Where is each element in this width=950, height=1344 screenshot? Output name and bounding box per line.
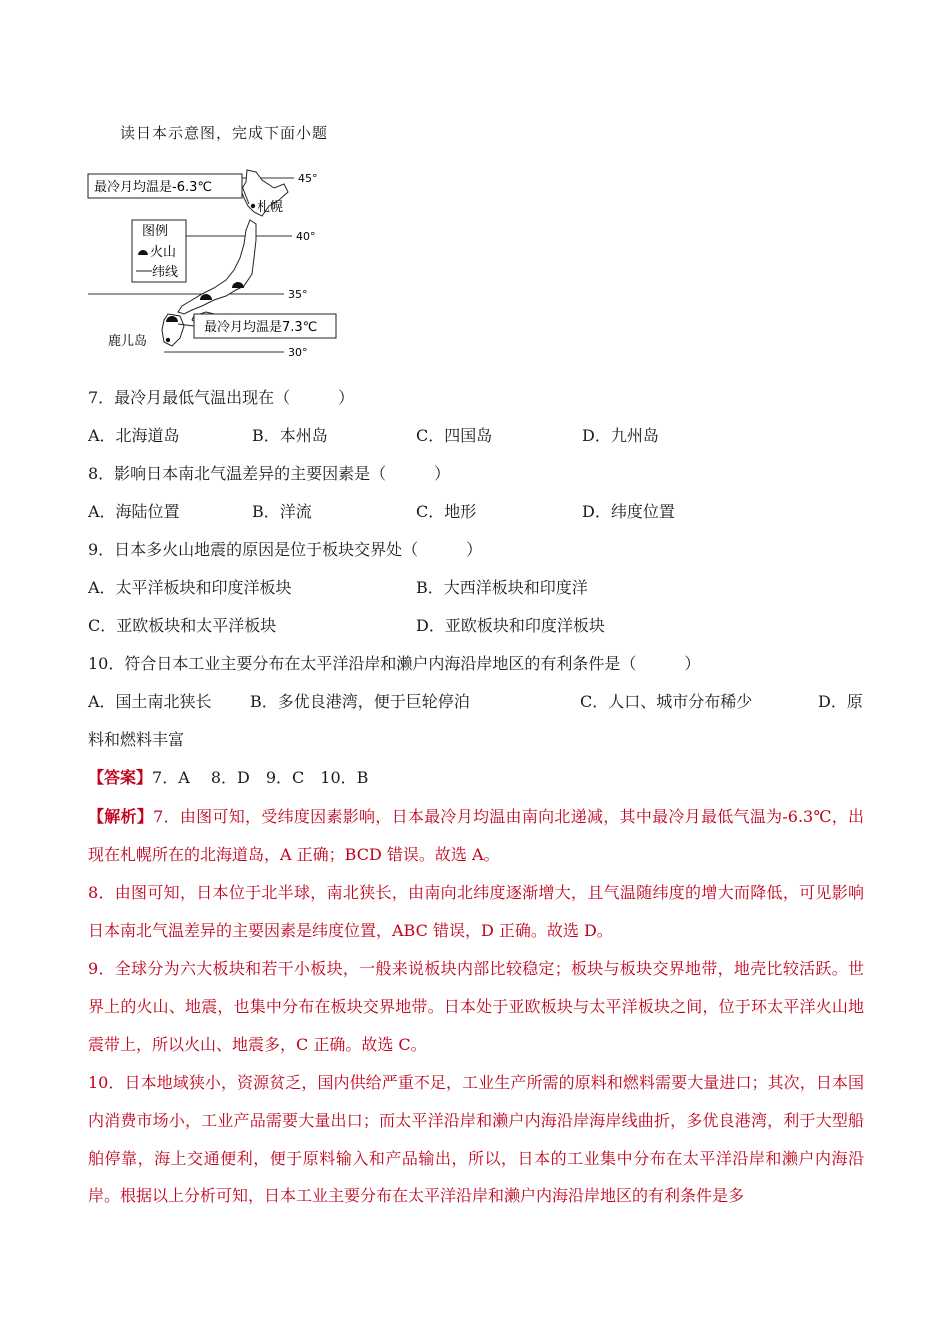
lat-40-label: 40°: [296, 230, 316, 243]
question-8-option-c: C．地形: [416, 502, 477, 521]
intro-text: 读日本示意图，完成下面小题: [120, 124, 329, 142]
question-8-option-a: A．海陆位置: [88, 502, 180, 521]
sapporo-label: 札幌: [257, 200, 284, 215]
question-10-option-a: A．国土南北狭长: [88, 692, 212, 711]
japan-map-figure: [84, 162, 354, 364]
legend-title: 图例: [142, 224, 169, 239]
japan-map: [84, 162, 354, 364]
answer-line: [88, 766, 368, 790]
legend-latline-label: 纬线: [152, 265, 179, 280]
question-7-option-b: B．本州岛: [252, 426, 328, 445]
kagoshima-dot: [166, 338, 170, 342]
question-7-stem: 7．最冷月最低气温出现在（ ）: [88, 388, 355, 407]
question-8-option-b: B．洋流: [252, 502, 312, 521]
legend-volcano-label: 火山: [150, 245, 177, 260]
analysis-paragraph-9: 9．全球分为六大板块和若干小板块，一般来说板块内部比较稳定；板块与板块交界地带，地壳比较活跃。世界上的火山、地震，也集中分布在板块交界地带。日本处于亚欧板块与太平洋板块之间，位于环太平洋火山地震带上，所以火山、地震多，C 正确。故选 C。: [88, 959, 864, 1054]
analysis-paragraph-10: 10．日本地域狭小，资源贫乏，国内供给严重不足，工业生产所需的原料和燃料需要大量进口；其次，日本国内消费市场小，工业产品需要大量出口；而太平洋沿岸和濑户内海沿岸海岸线曲折，多优良港湾，利于大型船舶停靠，海上交通便利，便于原料输入和产品输出，所以，日本的工业集中分布在太平洋沿岸和濑户内海沿岸。根据以上分析可知，日本工业主要分布在太平洋沿岸和濑户内海沿岸地区的有利条件是多: [88, 1073, 864, 1206]
question-9-stem: 9．日本多火山地震的原因是位于板块交界处（ ）: [88, 540, 483, 559]
analysis-label: 【解析】: [88, 807, 154, 826]
lat-35-label: 35°: [288, 288, 308, 301]
answer-text: 7．A 8．D 9．C 10．B: [152, 768, 369, 787]
honshu-island: [178, 220, 256, 314]
question-10-stem: 10．符合日本工业主要分布在太平洋沿岸和濑户内海沿岸地区的有利条件是（ ）: [88, 654, 701, 673]
kagoshima-label: 鹿儿岛: [108, 334, 148, 349]
question-10-option-b: B．多优良港湾，便于巨轮停泊: [250, 692, 470, 711]
south-temp-label: 最冷月均温是7.3℃: [204, 320, 318, 335]
analysis-paragraph-7: [88, 798, 864, 874]
analysis-7-text: 7．由图可知，受纬度因素影响，日本最冷月均温由南向北递减，其中最冷月最低气温为-6.3℃，出现在札幌所在的北海道岛，A 正确；BCD 错误。故选 A。: [88, 807, 864, 864]
question-7-option-a: A．北海道岛: [88, 426, 180, 445]
question-9-option-b: B．大西洋板块和印度洋: [416, 578, 588, 597]
analysis-paragraph-8: 8．由图可知，日本位于北半球，南北狭长，由南向北纬度逐渐增大，且气温随纬度的增大而降低，可见影响日本南北气温差异的主要因素是纬度位置，ABC 错误，D 正确。故选 D。: [88, 883, 864, 940]
question-9-option-c: C．亚欧板块和太平洋板块: [88, 616, 277, 635]
lat-45-label: 45°: [298, 172, 318, 185]
question-9-option-d: D．亚欧板块和印度洋板块: [416, 616, 605, 635]
north-temp-label: 最冷月均温是-6.3℃: [94, 180, 212, 195]
question-7-option-c: C．四国岛: [416, 426, 493, 445]
question-10-option-c: C．人口、城市分布稀少: [580, 692, 753, 711]
question-8-stem: 8．影响日本南北气温差异的主要因素是（ ）: [88, 464, 451, 483]
question-7-option-d: D．九州岛: [582, 426, 659, 445]
question-9-option-a: A．太平洋板块和印度洋板块: [88, 578, 292, 597]
sapporo-dot: [251, 204, 255, 208]
answer-label: 【答案】: [88, 768, 153, 787]
question-10-option-d: D．原: [818, 692, 863, 711]
question-8-option-d: D．纬度位置: [582, 502, 675, 521]
lat-30-label: 30°: [288, 346, 308, 359]
question-10-option-d-continued: 料和燃料丰富: [88, 730, 185, 749]
